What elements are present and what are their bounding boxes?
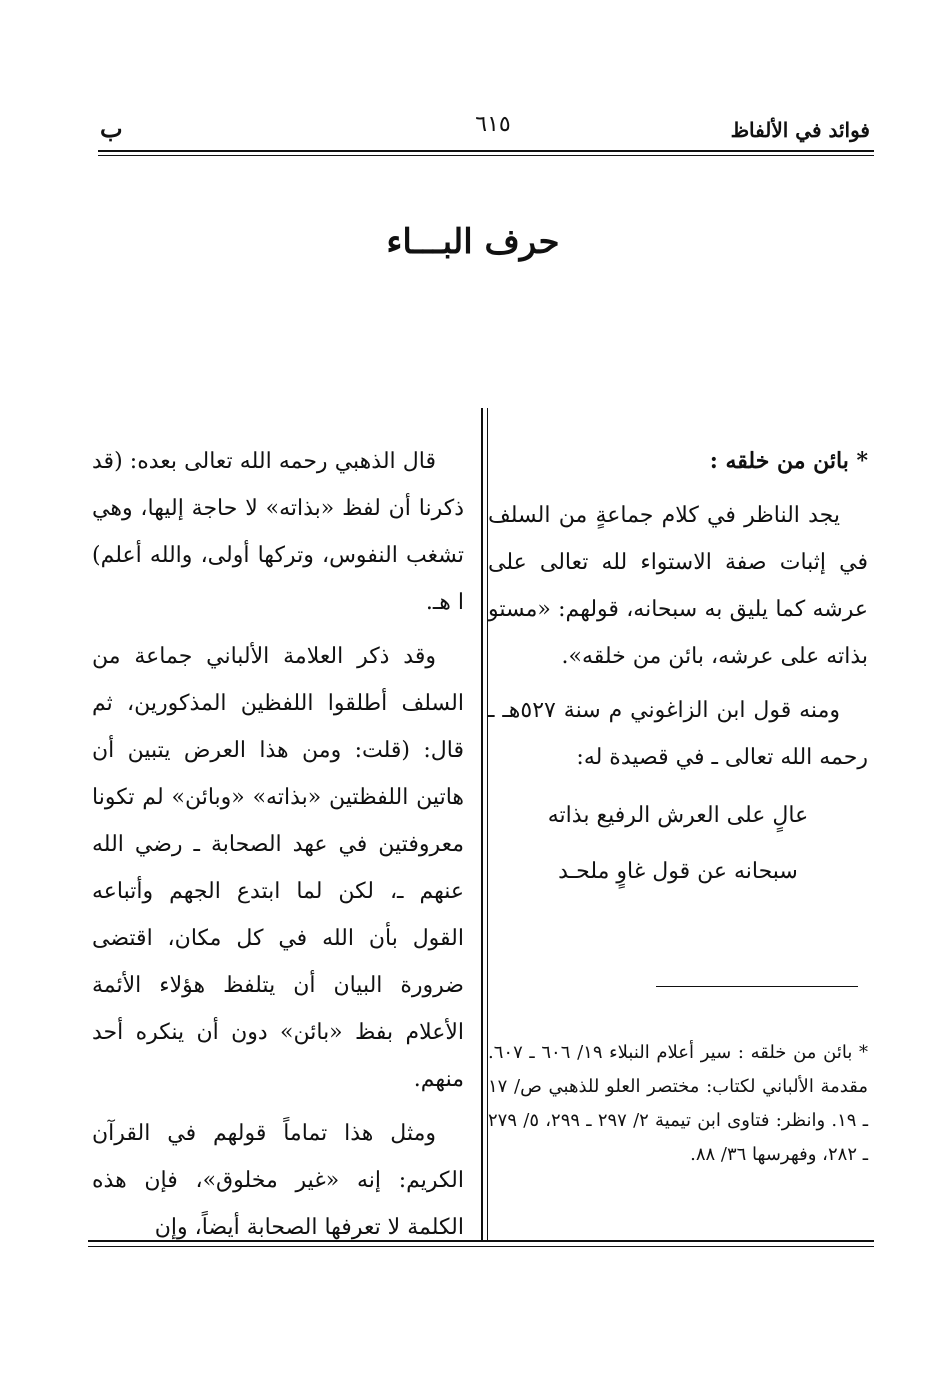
footer-rule-thin [88, 1246, 874, 1247]
left-paragraph-2: وقد ذكر العلامة الألباني جماعة من السلف أطلقوا اللفظين المذكورين، ثم قال: (قلت: ومن هذا العرض يتبين أن هاتين اللفظتين «بذاته» «وبائن» لم تكونا معروفتين في عهد الصحابة ـ رضي الله عنهم ـ، لكن لما ابتدع الجهم وأتباعه القول بأن الله في كل مكان، اقتضى ضرورة البيان أن يتلفظ هؤلاء الأئمة الأعلام بفظ «بائن» دون أن ينكره أحد منهم. [92, 644, 464, 1092]
footnote-rule [656, 986, 858, 987]
verse-line-1: عالٍ على العرش الرفيع بذاته [547, 803, 809, 828]
page-number: ٦١٥ [475, 112, 511, 137]
right-paragraph-1: يجد الناظر في كلام جماعةٍ من السلف في إثبات صفة الاستواء لله تعالى على عرشه كما يليق به سبحانه، قولهم: «مستو بذاته على عرشه، بائن من خلقه». [488, 503, 868, 669]
poem-verse [488, 788, 868, 900]
column-divider [481, 408, 483, 1240]
footer-rule-thick [88, 1240, 874, 1242]
running-header-section-letter: ب [100, 114, 123, 143]
header-rule-thin [98, 155, 874, 156]
chapter-title: حرف البـــاء [386, 222, 560, 262]
running-header-book-title: فوائد في الألفاظ [730, 118, 870, 142]
verse-line-2: سبحانه عن قول غاوٍ ملحـد [558, 859, 798, 884]
left-column [92, 438, 464, 1258]
left-paragraph-1: قال الذهبي رحمه الله تعالى بعده: (قد ذكرنا أن لفظ «بذاته» لا حاجة إليها، وهي تشغب النفوس، وتركها أولى، والله أعلم) ا هـ. [92, 449, 464, 615]
header-rule-thick [98, 150, 874, 152]
entry-heading: * بائن من خلقه : [709, 448, 868, 474]
left-paragraph-3: ومثل هذا تماماً قولهم في القرآن الكريم: إنه «غير مخلوق»، فإن هذه الكلمة لا تعرفها الصحابة أيضاً، وإن [92, 1121, 464, 1240]
right-paragraph-2: ومنه قول ابن الزاغوني م سنة ٥٢٧هـ ـ رحمه الله تعالى ـ في قصيدة له: [488, 698, 868, 770]
right-column [488, 438, 868, 904]
footnote: * بائن من خلقه : سير أعلام النبلاء ١٩/ ٦٠٦ ـ ٦٠٧. مقدمة الألباني لكتاب: مختصر العلو للذهبي ص/ ١٧ ـ ١٩. وانظر: فتاوى ابن تيمية ٢/ ٢٩٧ ـ ٢٩٩، ٥/ ٢٧٩ ـ ٢٨٢، وفهرسها ٣٦/ ٨٨. [488, 1042, 869, 1165]
